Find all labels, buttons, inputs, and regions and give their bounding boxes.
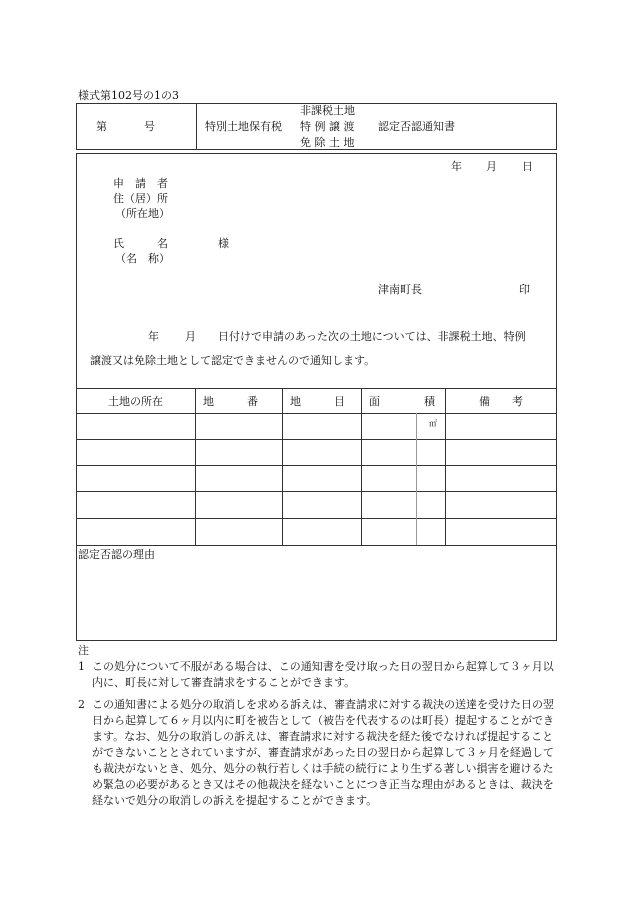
th-area: 面 積	[369, 395, 435, 408]
date-hi: 日	[522, 160, 533, 173]
applicant-address-sub: （所在地）	[115, 207, 170, 220]
reason-label: 認定否認の理由	[78, 548, 155, 561]
table-header-line	[76, 413, 557, 414]
note-2	[78, 697, 558, 809]
note-1-number: 1	[78, 660, 85, 673]
date-tsuki: 月	[486, 160, 497, 173]
title-stack-3: 免 除 土 地	[300, 136, 355, 149]
th-location: 土地の所在	[108, 395, 163, 408]
title-stack-1: 非課税土地	[300, 104, 355, 117]
body-line1: 日付けで申請のあった次の土地については、非課税土地、特例	[218, 330, 526, 343]
notes-heading: 注	[78, 644, 89, 657]
area-unit: ㎡	[429, 419, 437, 428]
body-nen: 年	[148, 330, 159, 343]
title-left: 特別土地保有税	[205, 120, 282, 133]
th-remarks: 備 考	[479, 395, 523, 408]
note-2-text: この通知書による処分の取消しを求める訴えは、審査請求に対する裁決の送達を受けた日の翌日から起算して６ヶ月以内に町を被告として（被告を代表するのは町長）提起することができます。なお、処分の取消しの訴えは、審査請求に対する裁決を経た後でなければ提起することができないこととされていますが、審査請求があった日の翌日から起算して３ヶ月を経過しても裁決がないとき、処分、処分の執行若しくは手続の続行により生ずる著しい損害を避けるため緊急の必要があるとき又はその他裁決を経ないことにつき正当な理由があるときは、裁決を経ないで処分の取消しの訴えを提起することができます。	[92, 698, 554, 807]
table-top-line	[76, 388, 557, 389]
table-col-line-area	[416, 413, 417, 545]
note-2-number: 2	[78, 698, 85, 711]
table-row-line-4	[76, 518, 557, 519]
table-col-line-3	[361, 388, 362, 545]
table-bottom-line	[76, 545, 557, 546]
issuer-seal: 印	[519, 283, 530, 296]
applicant-sama: 様	[218, 237, 229, 250]
note-1-text: この処分について不服がある場合は、この通知書を受け取った日の翌日から起算して３ヶ月以内に、町長に対して審査請求をすることができます。	[92, 660, 554, 689]
th-land-category: 地 目	[290, 395, 345, 408]
table-col-line-4	[445, 388, 446, 545]
applicant-name-sub: （名 称）	[115, 252, 170, 265]
table-row-line-1	[76, 439, 557, 440]
table-col-line-2	[282, 388, 283, 545]
title-right: 認定否認通知書	[378, 120, 455, 133]
title-stack-2: 特 例 譲 渡	[300, 120, 355, 133]
number-label-dai: 第	[96, 120, 107, 133]
applicant-name: 氏 名	[113, 237, 168, 250]
applicant-label: 申 請 者	[113, 177, 168, 190]
note-1	[78, 659, 558, 691]
date-nen: 年	[451, 160, 462, 173]
table-row-line-2	[76, 465, 557, 466]
form-id: 様式第102号の1の3	[78, 89, 179, 102]
applicant-address: 住（居）所	[113, 192, 168, 205]
header-divider	[196, 103, 197, 150]
th-lot-number: 地 番	[203, 395, 258, 408]
table-row-line-3	[76, 491, 557, 492]
body-line2: 譲渡又は免除土地として認定できませんので通知します。	[90, 354, 376, 367]
body-tsuki: 月	[185, 330, 196, 343]
table-col-line-1	[195, 388, 196, 545]
issuer-name: 津南町長	[378, 283, 422, 296]
number-label-go: 号	[144, 120, 155, 133]
